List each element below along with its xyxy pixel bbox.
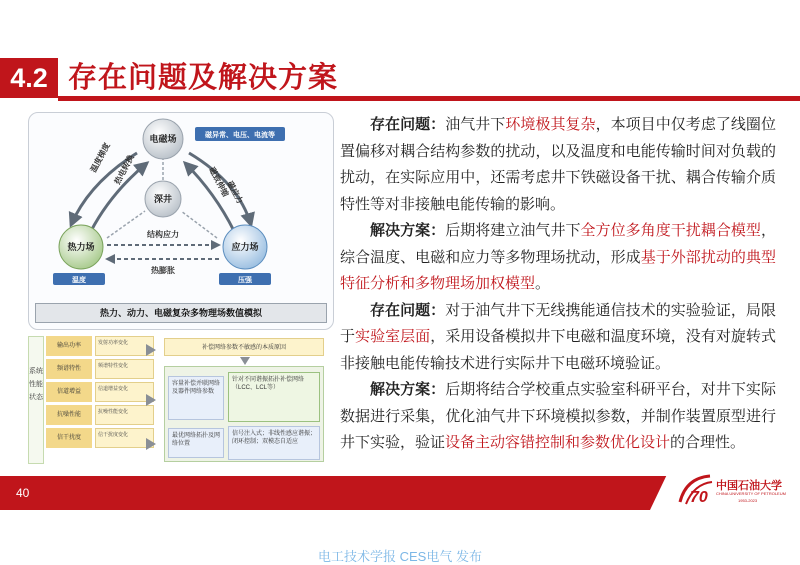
section-number: 4.2 xyxy=(0,58,58,98)
perf-row-value: 信道增益变化 xyxy=(95,382,154,402)
watermark: 电工技术学报 CES电气 发布 xyxy=(318,549,482,564)
node-em-label: 电磁场 xyxy=(149,134,177,144)
paragraph-solution-1 xyxy=(340,218,776,298)
text-segment: 油气井下 xyxy=(445,116,506,133)
arrow-label-2: 热电转换 xyxy=(112,153,136,186)
multiphysics-diagram-svg xyxy=(29,113,335,331)
content-text xyxy=(340,112,776,457)
link-stress-well xyxy=(181,211,217,238)
bot-left-box: 最优网络拓扑及网络位置 xyxy=(168,428,224,458)
arrow-right-icon xyxy=(146,394,156,406)
perf-row-key: 信道增益 xyxy=(46,382,92,402)
arrow-label-5: 结构应力 xyxy=(147,230,179,239)
mid-left-box: 容量补偿并联网络及器件网络参数 xyxy=(168,376,224,420)
text-segment: ，综合温度、电磁和应力等多物理场扰动，形成 xyxy=(340,222,776,266)
text-segment: 的合理性。 xyxy=(670,434,746,451)
label-problem: 存在问题： xyxy=(370,301,446,319)
highlight-segment: 实验室层面 xyxy=(355,328,431,345)
logo-name-en: CHINA UNIVERSITY OF PETROLEUM xyxy=(716,491,786,496)
highlight-segment: 环境极其复杂 xyxy=(505,116,596,133)
text-segment: 。 xyxy=(535,275,551,292)
arrow-label-4: 磁应力 xyxy=(225,179,245,206)
highlight-segment: 基于外部扰动的典型特征分析和多物理场加权模型 xyxy=(340,248,776,292)
system-state-label: 系统性能状态 xyxy=(28,336,44,464)
multiphysics-diagram xyxy=(28,112,334,330)
highlight-segment: 设备主动容错控制和参数优化设计 xyxy=(445,434,671,451)
text-segment: 后期将建立油气井下 xyxy=(445,222,581,239)
paragraph-problem-2 xyxy=(340,298,776,378)
perf-row xyxy=(46,336,154,356)
simulation-banner: 热力、动力、电磁复杂多物理场数值模拟 xyxy=(35,303,327,323)
paragraph-solution-2 xyxy=(340,377,776,457)
section-title: 存在问题及解决方案 xyxy=(68,62,339,94)
perf-row-key: 输出功率 xyxy=(46,336,92,356)
label-solution: 解决方案： xyxy=(370,381,446,398)
paragraph-problem-1 xyxy=(340,112,776,218)
university-logo-icon xyxy=(676,472,716,508)
arrow-right-icon xyxy=(146,438,156,450)
badge-heat-label: 温度 xyxy=(72,277,86,284)
highlight-segment: 全方位多角度干扰耦合模型 xyxy=(580,222,761,239)
perf-row-value: 抗噪性能变化 xyxy=(95,405,154,425)
logo-years: 1953-2023 xyxy=(738,498,758,503)
text-segment: 对于油气井下无线携能通信技术的实验验证，局限于 xyxy=(340,301,776,345)
arrow-label-6: 热膨胀 xyxy=(151,266,175,275)
text-segment: 后期将结合学校重点实验室科研平台，对井下实际数据进行采集，优化油气井下环境模拟参数，并制作装置原型进行井下实验，验证 xyxy=(340,381,776,451)
arrow-label-1: 温度梯度 xyxy=(88,141,112,174)
arrow-label-3: 磁致伸缩 xyxy=(207,165,231,199)
node-heat-label: 热力场 xyxy=(67,242,95,252)
perf-row-value: 信干扰度变化 xyxy=(95,428,154,448)
perf-row-key: 频谱特性 xyxy=(46,359,92,379)
compensation-diagram xyxy=(28,336,334,464)
logo-name-cn: 中国石油大学 xyxy=(716,480,782,492)
perf-row-value: 发射功率变化 xyxy=(95,336,154,356)
badge-em-label: 磁异常、电压、电流等 xyxy=(205,132,275,139)
label-solution: 解决方案： xyxy=(370,222,446,239)
root-cause-box: 补偿网络参数不敏感的本质原因 xyxy=(164,338,324,356)
text-segment: ，采用设备模拟井下电磁和温度环境，没有对旋转式非接触电能传输技术进行实际井下电磁环境验证。 xyxy=(340,328,776,372)
perf-row xyxy=(46,382,154,402)
header-divider xyxy=(58,96,800,101)
label-problem: 存在问题： xyxy=(370,116,446,133)
perf-row xyxy=(46,428,154,448)
node-stress-label: 应力场 xyxy=(231,242,259,252)
badge-stress-label: 压强 xyxy=(238,277,252,284)
perf-row-value: 频谱特性变化 xyxy=(95,359,154,379)
bot-right-box: 信号注入式；非线性感应谐振；闭环控制；双模态自适应 xyxy=(228,426,320,460)
arrow-right-icon xyxy=(146,344,156,356)
text-segment: ，本项目中仅考虑了线圈位置偏移对耦合结构参数的扰动，以及温度和电能传输时间对负载的扰动，在实际应用中，还需考虑井下铁磁设备干扰、耦合传输介质特性等对非接触电能传输的影响。 xyxy=(340,116,776,213)
page-number: 40 xyxy=(16,486,30,500)
performance-rows xyxy=(46,336,154,451)
node-well-label: 深井 xyxy=(153,194,173,204)
svg-text:70: 70 xyxy=(690,489,708,506)
perf-row xyxy=(46,405,154,425)
perf-row-key: 抗噪性能 xyxy=(46,405,92,425)
perf-row-key: 信干扰度 xyxy=(46,428,92,448)
perf-row xyxy=(46,359,154,379)
mid-right-box: 针对不同谐振拓扑补偿网络（LCC、LCL等） xyxy=(228,372,320,422)
arrow-down-icon xyxy=(240,357,250,365)
link-heat-well xyxy=(107,211,145,238)
